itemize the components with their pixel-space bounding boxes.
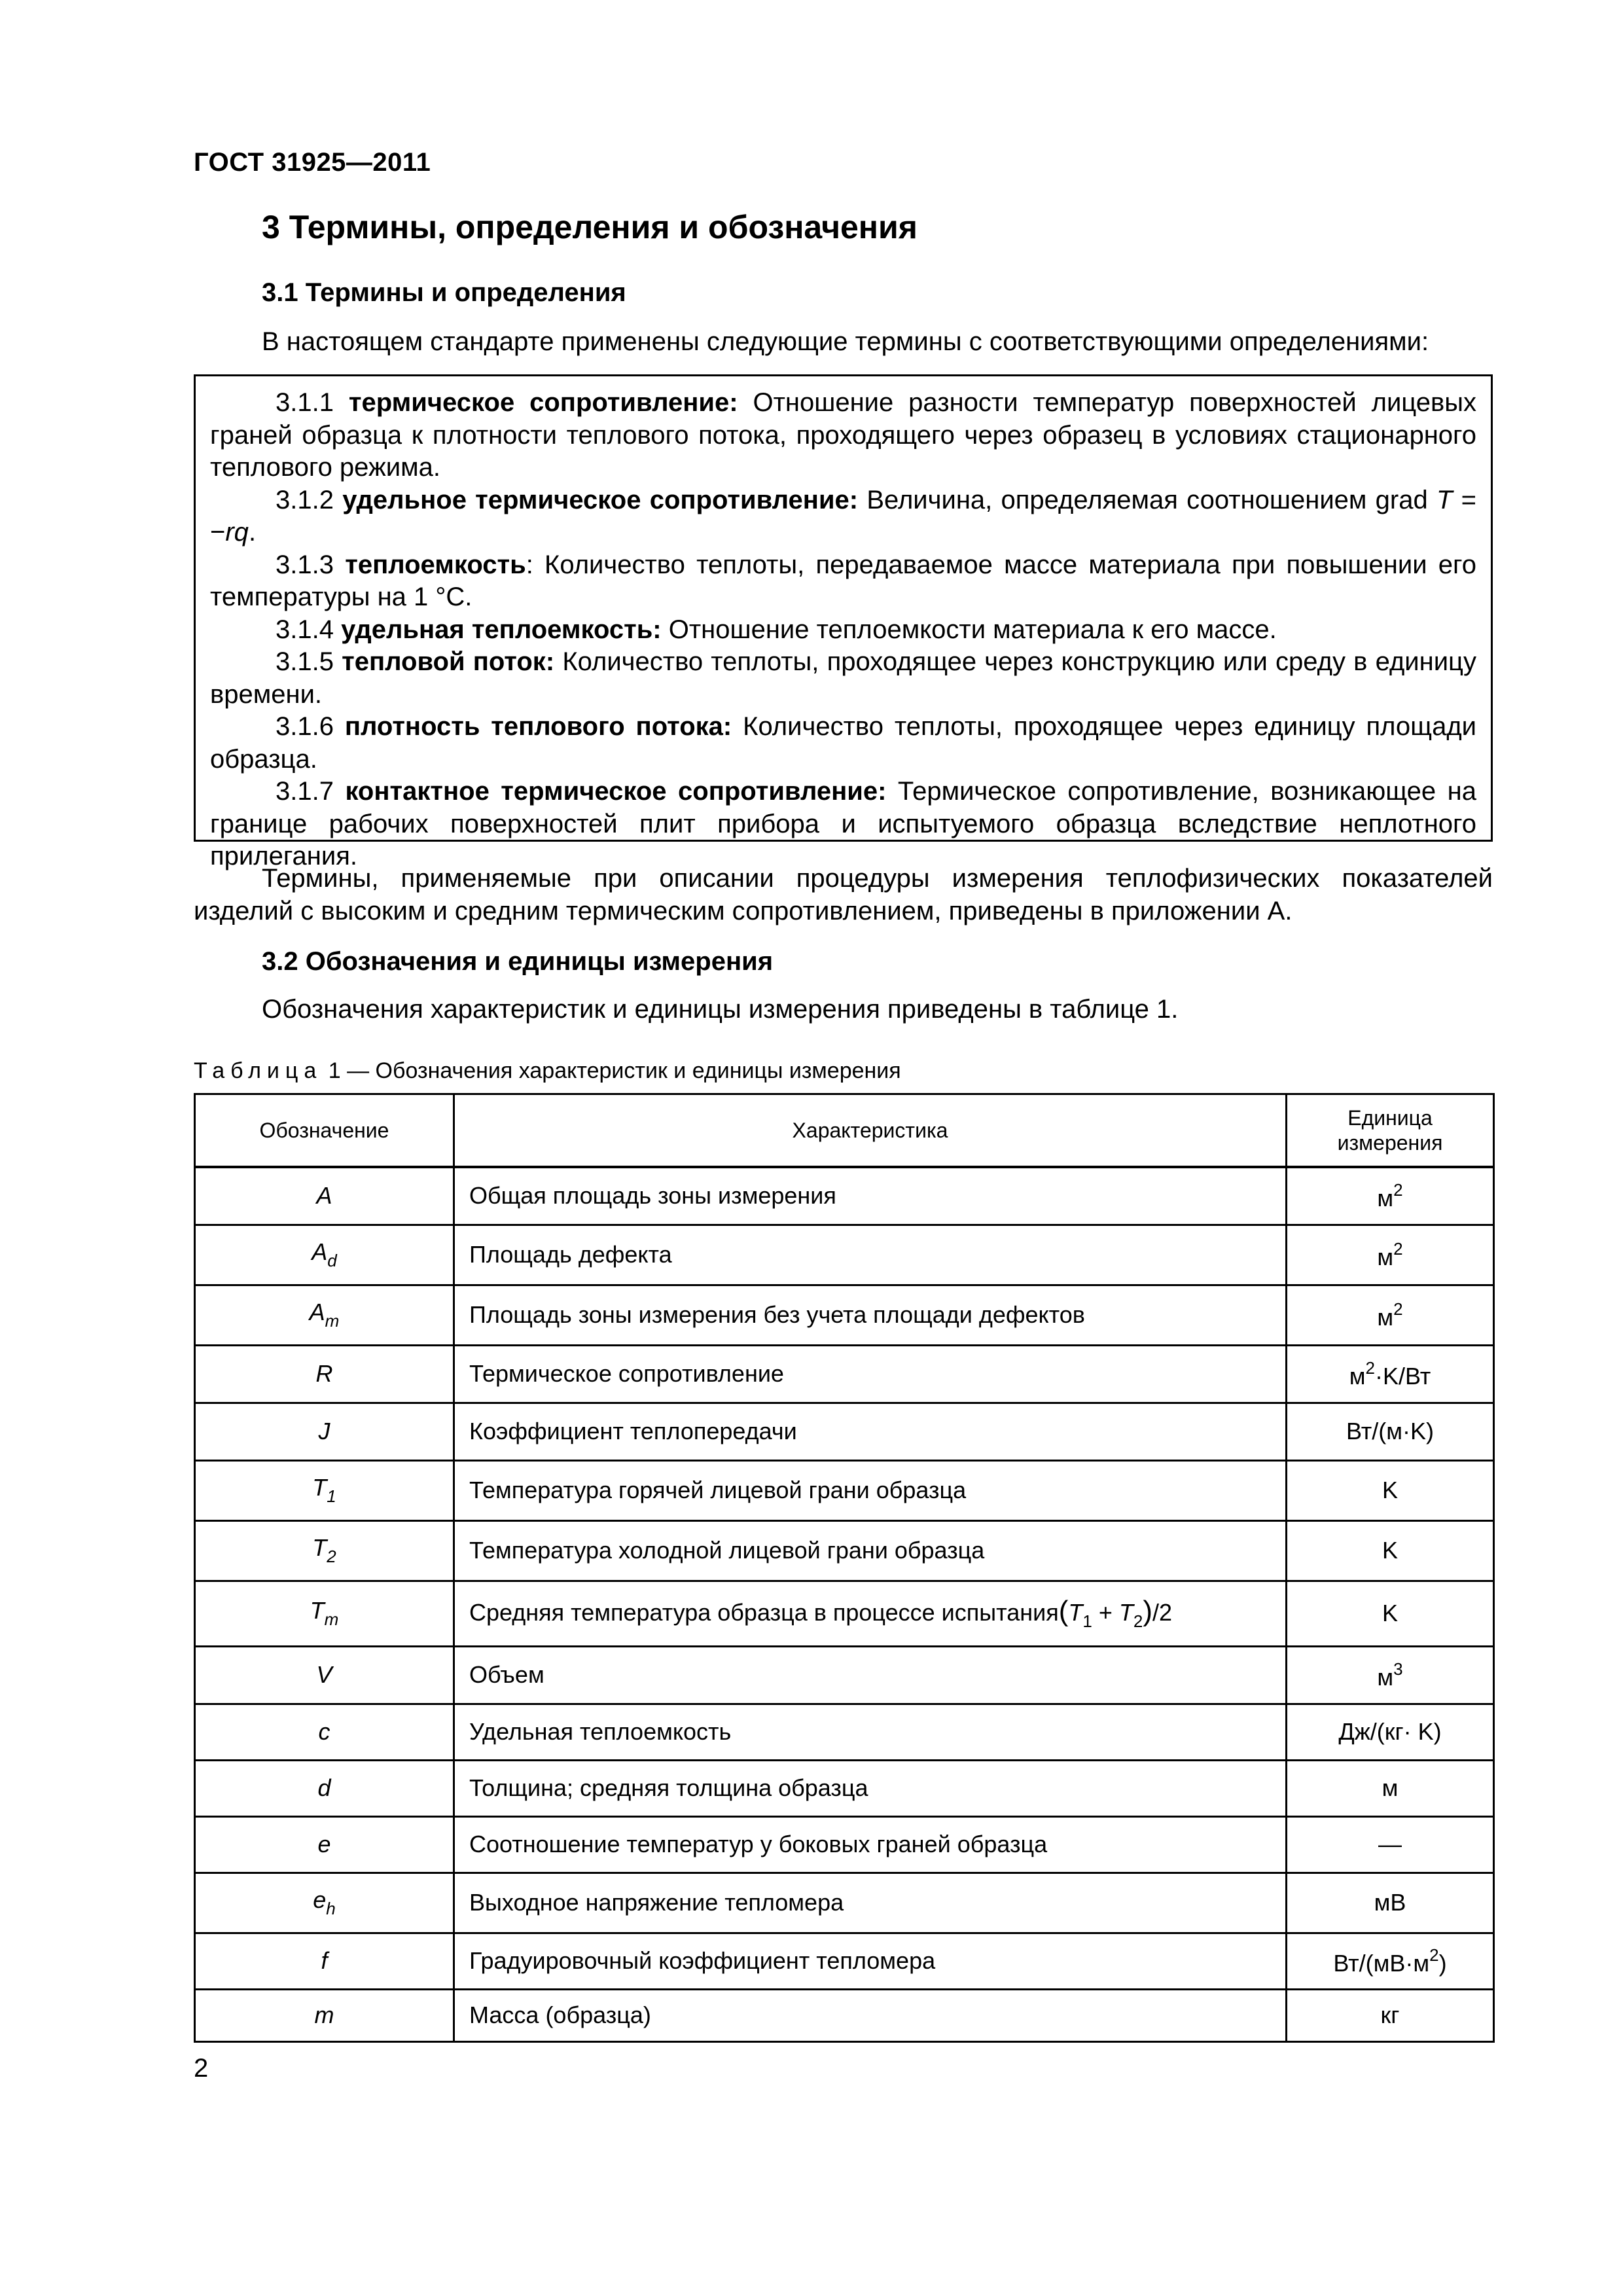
characteristic-cell: Масса (образца) [454,1989,1287,2041]
term-item [210,711,1476,776]
unit-cell: $Вт/(мВ\cdot м^2)$ [1287,1933,1494,1989]
unit-cell: м [1287,1760,1494,1816]
table-row [195,1581,1494,1646]
characteristic-cell: Градуировочный коэффициент тепломера [454,1933,1287,1989]
symbol-cell: m [195,1989,454,2041]
characteristic-cell: Выходное напряжение тепломера [454,1873,1287,1933]
table-row [195,1989,1494,2041]
table-row [195,1403,1494,1460]
symbol-cell: e [195,1816,454,1873]
unit-cell: мВ [1287,1873,1494,1933]
term-definition: : Количество теплоты, передаваемое массе материала при повышении его температуры на 1 °C. [210,550,1477,611]
symbol-cell: $T_m$ [195,1581,454,1646]
table-caption-word: Таблица [194,1058,323,1083]
term-formula: grad T = −rq. [210,485,1477,547]
characteristic-cell: Температура горячей лицевой грани образца [454,1460,1287,1520]
unit-cell: кг [1287,1989,1494,2041]
table-row [195,1225,1494,1285]
table-row [195,1704,1494,1760]
characteristic-cell: Температура холодной лицевой грани образца [454,1520,1287,1581]
symbol-cell: $A_d$ [195,1225,454,1285]
symbol-cell: $T_1$ [195,1460,454,1520]
term-item [210,484,1476,549]
term-item [210,549,1476,614]
characteristic-cell: Объем [454,1646,1287,1704]
symbol-cell: c [195,1704,454,1760]
symbol-cell: $T_2$ [195,1520,454,1581]
symbol-cell: A [195,1167,454,1225]
table-row [195,1873,1494,1933]
symbol-cell: $A_m$ [195,1285,454,1345]
unit-cell: Дж/(кг· K) [1287,1704,1494,1760]
term-definition: Отношение разности температур поверхностей лицевых граней образца к плотности теплового потока, проходящего через образец в условиях стационарного теплового режима. [210,388,1476,482]
table-header-row [195,1094,1494,1168]
term-number: 3.1.3 [276,550,334,579]
table-row [195,1285,1494,1345]
characteristic-cell: Площадь дефекта [454,1225,1287,1285]
header-unit: Единица измерения [1287,1094,1494,1168]
subsection-title-symbols: 3.2 Обозначения и единицы измерения [262,947,774,976]
table-row [195,1646,1494,1704]
subsection-title-terms: 3.1 Термины и определения [262,278,626,307]
header-symbol: Обозначение [195,1094,454,1168]
unit-cell: $м^2\cdot K/Вт$ [1287,1345,1494,1403]
term-name: тепловой поток: [342,647,555,676]
unit-cell: — [1287,1816,1494,1873]
term-item [210,387,1476,484]
unit-cell: Вт/(м·K) [1287,1403,1494,1460]
term-definition: Количество теплоты, проходящее через конструкцию или среду в единицу времени. [210,647,1476,709]
symbol-cell: f [195,1933,454,1989]
term-definition: Количество теплоты, проходящее через единицу площади образца. [210,712,1477,774]
term-definition: Термическое сопротивление, возникающее на границе рабочих поверхностей плит прибора и испытуемого образца вследствие неплотного прилегания. [210,777,1476,870]
term-name: плотность теплового потока: [344,712,732,741]
characteristic-cell: Термическое сопротивление [454,1345,1287,1403]
term-definition: Отношение теплоемкости материала к его массе. [668,615,1277,644]
term-item [210,776,1476,873]
symbol-cell: d [195,1760,454,1816]
characteristic-cell: Коэффициент теплопередачи [454,1403,1287,1460]
term-number: 3.1.6 [276,712,334,741]
symbols-table [194,1093,1495,2043]
term-number: 3.1.2 [276,485,334,514]
characteristic-cell: Соотношение температур у боковых граней образца [454,1816,1287,1873]
unit-cell: $м^2$ [1287,1167,1494,1225]
unit-cell: K [1287,1460,1494,1520]
unit-cell: $м^2$ [1287,1285,1494,1345]
table-row [195,1816,1494,1873]
characteristic-cell: Общая площадь зоны измерения [454,1167,1287,1225]
document-id: ГОСТ 31925—2011 [194,148,431,177]
unit-cell: $м^3$ [1287,1646,1494,1704]
symbol-cell: R [195,1345,454,1403]
terms-intro-paragraph: В настоящем стандарте применены следующие термины с соответствующими определениями: [262,327,1429,356]
symbol-cell: J [195,1403,454,1460]
term-name: теплоемкость [345,550,526,579]
table-row [195,1760,1494,1816]
table-row [195,1933,1494,1989]
characteristic-cell: Удельная теплоемкость [454,1704,1287,1760]
term-definition: Величина, определяемая соотношением [866,485,1367,514]
characteristic-cell: Толщина; средняя толщина образца [454,1760,1287,1816]
unit-cell: K [1287,1520,1494,1581]
header-characteristic: Характеристика [454,1094,1287,1168]
symbols-intro-paragraph: Обозначения характеристик и единицы измерения приведены в таблице 1. [262,995,1179,1024]
unit-cell: $м^2$ [1287,1225,1494,1285]
term-item [210,614,1476,647]
term-number: 3.1.5 [276,647,334,676]
term-name: термическое сопротивление: [348,388,738,417]
term-name: удельная теплоемкость: [341,615,662,644]
section-title: 3 Термины, определения и обозначения [262,209,918,245]
symbol-cell: V [195,1646,454,1704]
formula-mean-temperature: $(T_1 + T_2)/2$ [1058,1595,1173,1631]
term-item [210,646,1476,711]
table-row [195,1167,1494,1225]
symbol-cell: $e_h$ [195,1873,454,1933]
term-number: 3.1.7 [276,777,334,806]
terms-annex-paragraph: Термины, применяемые при описании процедуры измерения теплофизических показателей изделий с высоким и средним термическим сопротивлением, приведены в приложении А. [194,864,1493,925]
table-caption [194,1058,901,1084]
unit-cell: K [1287,1581,1494,1646]
table-row [195,1460,1494,1520]
term-name: контактное термическое сопротивление: [345,777,887,806]
term-number: 3.1.4 [276,615,334,644]
table-row [195,1520,1494,1581]
page-number: 2 [194,2054,209,2083]
table-row [195,1345,1494,1403]
term-number: 3.1.1 [276,388,334,417]
characteristic-cell: Средняя температура образца в процессе $испытания(T_1 + T_2)/2$ [454,1581,1287,1646]
term-name: удельное термическое сопротивление: [342,485,859,514]
terms-definitions-box [194,374,1493,870]
table-caption-text: 1 — Обозначения характеристик и единицы измерения [322,1058,901,1083]
characteristic-cell: Площадь зоны измерения без учета площади дефектов [454,1285,1287,1345]
